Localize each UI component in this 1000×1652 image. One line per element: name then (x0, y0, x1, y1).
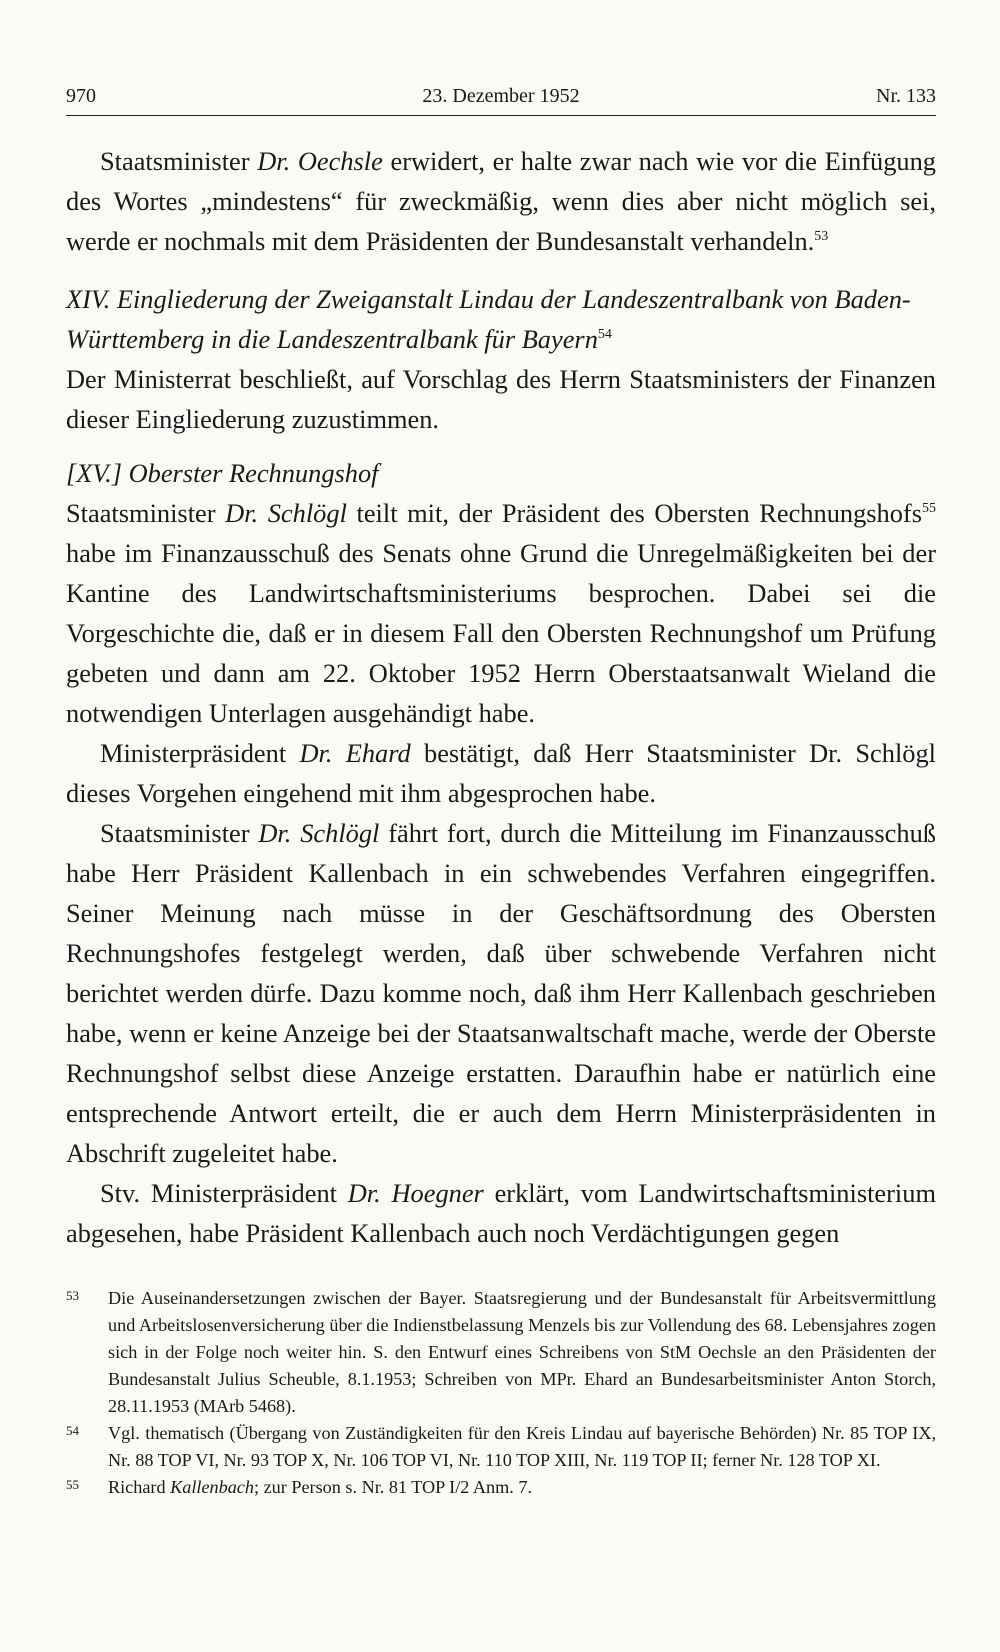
paragraph-hoegner: Stv. Ministerpräsident Dr. Hoegner erklärt, vom Landwirtschaftsministerium abgesehen, habe Präsident Kallenbach auch noch Verdächtigungen gegen (66, 1178, 936, 1248)
speaker-name: Dr. Oechsle (257, 146, 383, 176)
footnotes (66, 1285, 936, 1501)
footnote-55: 55 Richard Kallenbach; zur Person s. Nr. 81 TOP I/2 Anm. 7. (66, 1474, 936, 1501)
section-heading-xv: [XV.] Oberster Rechnungshof (66, 458, 379, 488)
paragraph-schloegl-1: Staatsminister Dr. Schlögl teilt mit, der Präsident des Obersten Rechnungshofs$^{55}$ habe im Finanzausschuß des Senats ohne Grund die Unregelmäßigkeiten bei der Kantine des Landwirtschaftsministeriums besprochen. Dabei sei die Vorgeschichte die, daß er in diesem Fall den Obersten Rechnungshof um Prüfung gebeten und dann am 22. Oktober 1952 Herrn Oberstaatsanwalt Wieland die notwendigen Unterlagen ausgehändigt habe. (66, 498, 936, 728)
paragraph-eingliederung: Der Ministerrat beschließt, auf Vorschlag des Herrn Staatsministers der Finanzen dieser Eingliederung zuzustimmen. (66, 364, 936, 434)
running-header (66, 74, 936, 118)
person-name: Kallenbach (170, 1477, 254, 1497)
speaker-name: Dr. Hoegner (347, 1178, 484, 1208)
document-number: Nr. 133 (876, 85, 936, 107)
footnote-number: 53 (66, 1288, 79, 1303)
footnote-number: 54 (66, 1423, 79, 1438)
section-heading-xiv: XIV. Eingliederung der Zweiganstalt Lindau der Landeszentralbank von Baden-Württemberg in die Landeszentralbank für Bayern$^{54}$ (66, 284, 911, 354)
footnote-53: 53 Die Auseinandersetzungen zwischen der Bayer. Staatsregierung und der Bundesanstalt für Arbeitsvermittlung und Arbeitslosenversicherung über die Indienstbelassung Menzels bis zur Vollendung des 68. Lebensjahres zogen sich in der Folge noch weiter hin. S. den Entwurf eines Schreibens von StM Oechsle an den Präsidenten der Bundesanstalt Julius Scheuble, 8.1.1953; Schreiben von MPr. Ehard an Bundesarbeitsminister Anton Storch, 28.11.1953 (MArb 5468). (66, 1285, 936, 1420)
main-text (66, 141, 936, 1253)
footnote-number: 55 (66, 1477, 79, 1492)
page-number: 970 (66, 85, 96, 107)
paragraph-ehard: Ministerpräsident Dr. Ehard bestätigt, daß Herr Staatsminister Dr. Schlögl dieses Vorgehen eingehend mit ihm abgesprochen habe. (66, 738, 936, 808)
header-rule (66, 115, 936, 116)
paragraph-oechsle: Staatsminister Dr. Oechsle erwidert, er halte zwar nach wie vor die Einfügung des Wortes „mindestens“ für zweckmäßig, wenn dies aber nicht möglich sei, werde er nochmals mit dem Präsidenten der Bundesanstalt verhandeln.$^{53}$ (66, 146, 936, 256)
footnote-ref-55[interactable]: 55 (922, 501, 936, 517)
speaker-name: Dr. Schlögl (258, 818, 380, 848)
footnote-54: 54 Vgl. thematisch (Übergang von Zuständigkeiten für den Kreis Lindau auf bayerische Behörden) Nr. 85 TOP IX, Nr. 88 TOP VI, Nr. 93 TOP X, Nr. 106 TOP VI, Nr. 110 TOP XIII, Nr. 119 TOP II; ferner Nr. 128 TOP XI. (66, 1420, 936, 1474)
speaker-name: Dr. Ehard (299, 738, 411, 768)
speaker-name: Dr. Schlögl (225, 498, 347, 528)
paragraph-schloegl-2: Staatsminister Dr. Schlögl fährt fort, durch die Mitteilung im Finanzausschuß habe Herr Präsident Kallenbach in ein schwebendes Verfahren eingegriffen. Seiner Meinung nach müsse in der Geschäftsordnung des Obersten Rechnungshofes festgelegt werden, daß über schwebende Verfahren nicht berichtet werden dürfe. Dazu komme noch, daß ihm Herr Kallenbach geschrieben habe, wenn er keine Anzeige bei der Staatsanwaltschaft mache, werde der Oberste Rechnungshof selbst diese Anzeige erstatten. Daraufhin habe er natürlich eine entsprechende Antwort erteilt, die er auch dem Herrn Ministerpräsidenten in Abschrift zugeleitet habe. (66, 818, 936, 1168)
header-date: 23. Dezember 1952 (422, 85, 580, 107)
footnote-ref-54[interactable]: 54 (597, 327, 612, 343)
footnote-ref-53[interactable]: 53 (814, 229, 829, 245)
